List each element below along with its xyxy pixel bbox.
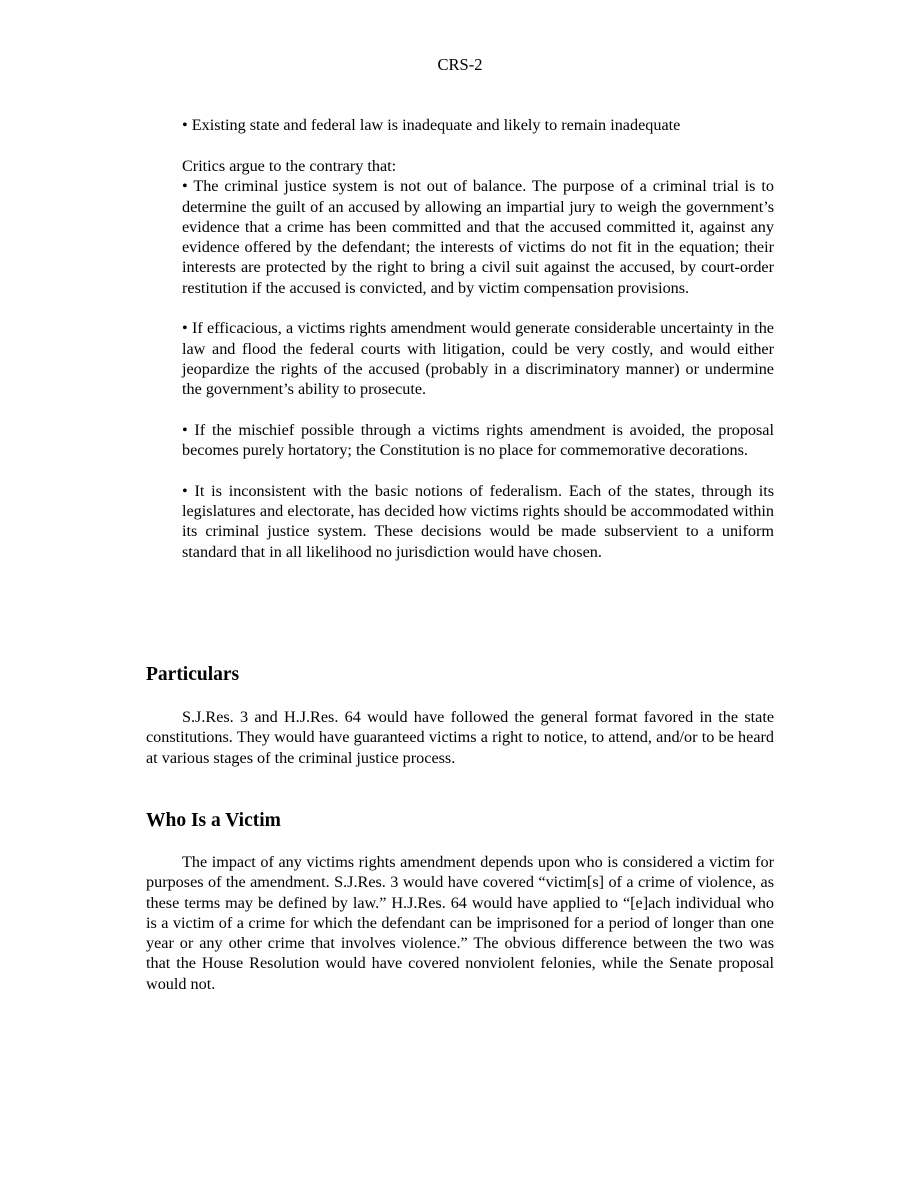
particulars-body: S.J.Res. 3 and H.J.Res. 64 would have followed the general format favored in the state constitutions. They would have guaranteed victims a right to notice, to attend, and/or to be heard at various stages of the criminal justice process.: [146, 708, 774, 767]
critic-bullet-federalism: • It is inconsistent with the basic notions of federalism. Each of the states, through its legislatures and electorate, has decided how victims rights should be accommodated within its criminal justice system. These decisions would be made subservient to a uniform standard that in all likelihood no jurisdiction would have chosen.: [182, 481, 774, 561]
who-is-victim-heading: Who Is a Victim: [146, 810, 281, 831]
bullet-existing-law: • Existing state and federal law is inadequate and likely to remain inadequate: [182, 116, 681, 134]
particulars-section: [146, 707, 774, 768]
arguments-for-last-bullet: [182, 115, 774, 135]
who-is-victim-section: [146, 852, 774, 994]
critic-bullet-balance: • The criminal justice system is not out of balance. The purpose of a criminal trial is to determine the guilt of an accused by allowing an impartial jury to weigh the government’s evidence that a crime has been committed and that the accused committed it, against any evidence offered by the defendant; the interests of victims do not fit in the equation; their interests are protected by the right to bring a civil suit against the accused, by court-order restitution if the accused is convicted, and by victim compensation provisions.: [182, 177, 774, 297]
who-is-victim-body: The impact of any victims rights amendment depends upon who is considered a victim for purposes of the amendment. S.J.Res. 3 would have covered “victim[s] of a crime of violence, as these terms may be defined by law.” H.J.Res. 64 would have applied to “[e]ach individual who is a victim of a crime for which the defendant can be imprisoned for a period of longer than one year or any other crime that involves violence.” The obvious difference between the two was that the House Resolution would have covered nonviolent felonies, while the Senate proposal would not.: [146, 853, 774, 993]
page-header: CRS-2: [437, 55, 483, 74]
critic-bullet-uncertainty: • If efficacious, a victims rights amendment would generate considerable uncertainty in the law and flood the federal courts with litigation, could be very costly, and would either jeopardize the rights of the accused (probably in a discriminatory manner) or undermine the government’s ability to prosecute.: [182, 319, 774, 399]
critics-intro: Critics argue to the contrary that:: [182, 157, 397, 175]
particulars-heading: Particulars: [146, 664, 240, 685]
critic-bullet-hortatory: • If the mischief possible through a victims rights amendment is avoided, the proposal becomes purely hortatory; the Constitution is no place for commemorative decorations.: [182, 420, 774, 460]
critics-section: [182, 156, 774, 562]
